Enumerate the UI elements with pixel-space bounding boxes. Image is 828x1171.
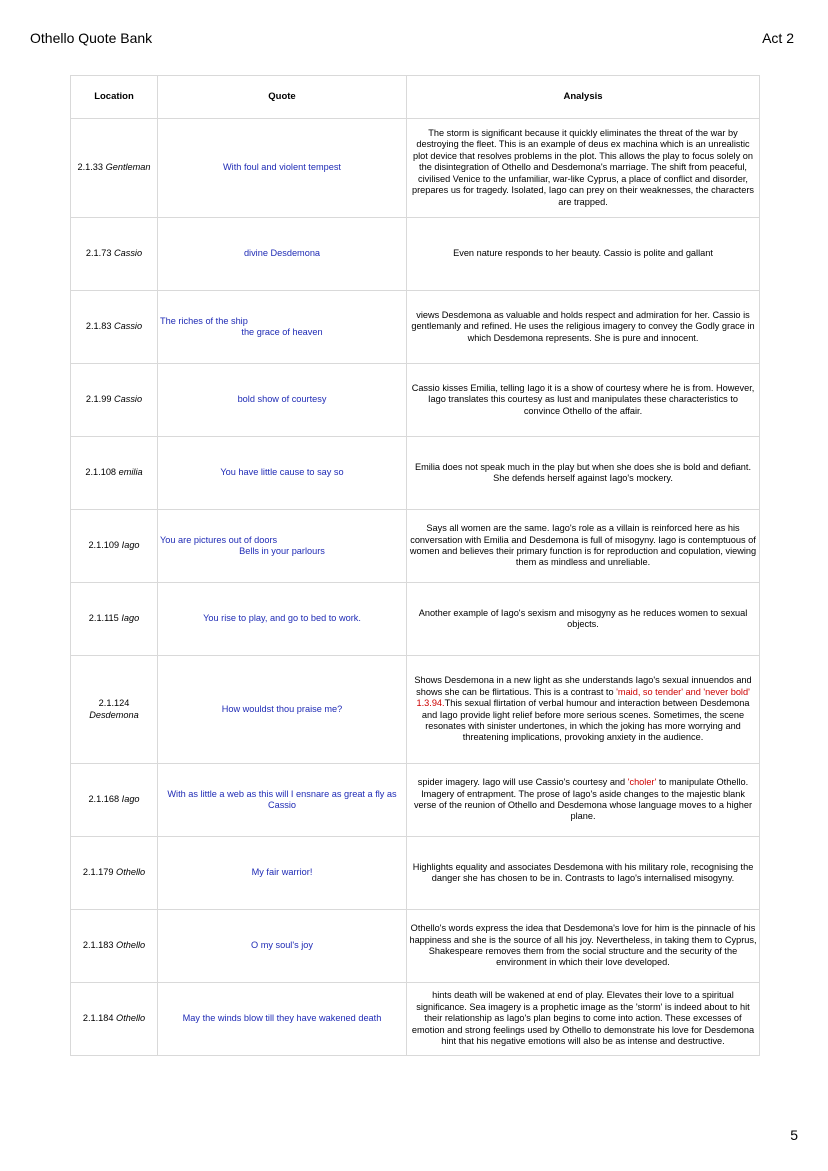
table-row xyxy=(71,291,760,364)
analysis-cell: Othello's words express the idea that Desdemona's love for him is the pinnacle of his happiness and she is the source of all his joy. Nevertheless, in taking them to Cyprus, Shakespeare removes them from the social structure and the security of the environment in which their love developed. xyxy=(407,910,760,983)
analysis-cell: views Desdemona as valuable and holds respect and admiration for her. Cassio is gentlemanly and refined. He uses the religious imagery to convey the Godly grace in which Desdemona represents. She is pure and innocent. xyxy=(407,291,760,364)
location-cell: 2.1.184 Othello xyxy=(71,983,158,1056)
table-row xyxy=(71,910,760,983)
table-row xyxy=(71,656,760,764)
table-row xyxy=(71,837,760,910)
table-row xyxy=(71,510,760,583)
column-header-quote: Quote xyxy=(158,76,407,119)
quote-cell: You have little cause to say so xyxy=(158,437,407,510)
quote-cell: With foul and violent tempest xyxy=(158,119,407,218)
quote-cell: O my soul's joy xyxy=(158,910,407,983)
quote-cell: How wouldst thou praise me? xyxy=(158,656,407,764)
table-header-row xyxy=(71,76,760,119)
quote-line: the grace of heaven xyxy=(241,327,323,337)
analysis-cell: Even nature responds to her beauty. Cassio is polite and gallant xyxy=(407,218,760,291)
location-cell: 2.1.33 Gentleman xyxy=(71,119,158,218)
column-header-analysis: Analysis xyxy=(407,76,760,119)
act-label: Act 2 xyxy=(762,30,794,46)
location-cell: 2.1.83 Cassio xyxy=(71,291,158,364)
quote-cell: With as little a web as this will I ensnare as great a fly as Cassio xyxy=(158,764,407,837)
quote-table xyxy=(70,75,760,1056)
quote-line: You are pictures out of doors xyxy=(160,534,278,545)
analysis-cell: Another example of Iago's sexism and misogyny as he reduces women to sexual objects. xyxy=(407,583,760,656)
location-cell: 2.1.168 Iago xyxy=(71,764,158,837)
table-row xyxy=(71,119,760,218)
location-cell: 2.1.99 Cassio xyxy=(71,364,158,437)
location-cell: 2.1.183 Othello xyxy=(71,910,158,983)
analysis-cell: Emilia does not speak much in the play but when she does she is bold and defiant. She defends herself against Iago's mockery. xyxy=(407,437,760,510)
location-cell: 2.1.109 Iago xyxy=(71,510,158,583)
location-cell: 2.1.115 Iago xyxy=(71,583,158,656)
table-row xyxy=(71,583,760,656)
analysis-cell: hints death will be wakened at end of play. Elevates their love to a spiritual significance. Sea imagery is a prophetic image as the 'storm' is indeed about to hit their relationship as Iago's plan begins to come into action. These excesses of emotion and strong feelings used by Othello to demonstrate his love for Desdemona hint that his negative emotions will also be as intense and destructive. xyxy=(407,983,760,1056)
location-cell: 2.1.179 Othello xyxy=(71,837,158,910)
analysis-cell: spider imagery. Iago will use Cassio's courtesy and 'choler' to manipulate Othello. Imagery of entrapment. The prose of Iago's aside changes to the majestic blank verse of the reunion of Othello and Desdemona whose language moves to a higher plane. xyxy=(407,764,760,837)
table-row xyxy=(71,764,760,837)
analysis-cell: Says all women are the same. Iago's role as a villain is reinforced here as his conversation with Emilia and Desdemona is full of misogyny. Iago is contemptuous of women and believes their primary function is for reproduction and copulation, viewing them as mindless and unreliable. xyxy=(407,510,760,583)
analysis-cell: Highlights equality and associates Desdemona with his military role, recognising the danger she has chosen to be in. Contrasts to Iago's internalised misogyny. xyxy=(407,837,760,910)
location-cell: 2.1.124 Desdemona xyxy=(71,656,158,764)
quote-line: Bells in your parlours xyxy=(239,546,325,556)
page-number: 5 xyxy=(790,1127,798,1143)
quote-cell: My fair warrior! xyxy=(158,837,407,910)
quote-cell xyxy=(158,291,407,364)
quote-line: The riches of the ship xyxy=(160,315,248,326)
quote-cell: You rise to play, and go to bed to work. xyxy=(158,583,407,656)
table-row xyxy=(71,364,760,437)
document-title: Othello Quote Bank xyxy=(30,30,153,46)
analysis-cell: Cassio kisses Emilia, telling Iago it is a show of courtesy where he is from. However, Iago translates this courtesy as lust and manipulates these characteristics to convince Othello of the affair. xyxy=(407,364,760,437)
analysis-cell: The storm is significant because it quickly eliminates the threat of the war by destroying the fleet. This is an example of deus ex machina which is an unrealistic plot device that resolves problems in the plot. This allows the play to focus solely on the disintegration of Othello and Desdemona's marriage. The shift from peaceful, civilised Venice to the unfamiliar, war-like Cyprus, a place of conflict and disorder, prepares us for tragedy. Isolated, Iago can prey on their weaknesses, the characters are trapped. xyxy=(407,119,760,218)
location-cell: 2.1.73 Cassio xyxy=(71,218,158,291)
table-row xyxy=(71,983,760,1056)
table-row xyxy=(71,218,760,291)
quote-cell: divine Desdemona xyxy=(158,218,407,291)
table-row xyxy=(71,437,760,510)
quote-cell xyxy=(158,510,407,583)
quote-cell: bold show of courtesy xyxy=(158,364,407,437)
analysis-cell: Shows Desdemona in a new light as she understands Iago's sexual innuendos and shows she can be flirtatious. This is a contrast to 'maid, so tender' and 'never bold' 1.3.94.This sexual flirtation of verbal humour and interaction between Desdemona and Iago provide light relief before more serious scenes. Sometimes, the scene resonates with sinister undertones, in which the joking has more worrying and threatening implications, provoking anxiety in the audience. xyxy=(407,656,760,764)
column-header-location: Location xyxy=(71,76,158,119)
quote-cell: May the winds blow till they have wakened death xyxy=(158,983,407,1056)
location-cell: 2.1.108 emilia xyxy=(71,437,158,510)
